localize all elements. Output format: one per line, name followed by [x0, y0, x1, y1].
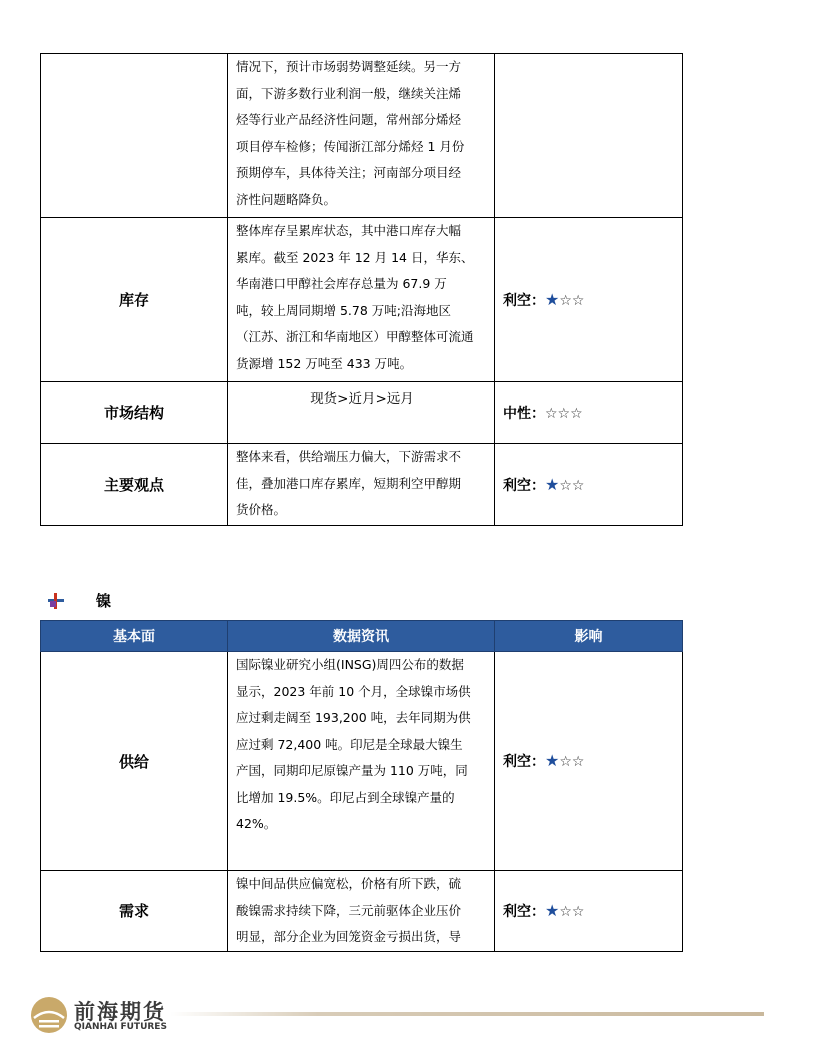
- row-label-supply: 供给: [41, 652, 228, 871]
- table-row: [41, 218, 683, 382]
- row-label: [41, 54, 228, 218]
- row-text: 镍中间品供应偏宽松，价格有所下跌，硫 酸镍需求持续下降，三元前驱体企业压价 明显，部分企业为回笼资金亏损出货，导: [228, 871, 495, 952]
- impact-cell: [495, 382, 683, 444]
- impact-cell: [495, 871, 683, 952]
- row-label-inventory: 库存: [41, 218, 228, 382]
- impact-label: 利空：: [503, 477, 545, 494]
- table-row: [41, 382, 683, 444]
- table-row: [41, 444, 683, 526]
- star-filled-icon: ★: [545, 900, 560, 920]
- impact-cell: [495, 218, 683, 382]
- row-label-demand: 需求: [41, 871, 228, 952]
- table-header-row: [41, 621, 683, 652]
- star-filled-icon: ★: [545, 474, 560, 494]
- section-heading-nickel: [46, 590, 111, 611]
- star-empty-icon: ☆☆: [559, 477, 585, 494]
- logo-text-cn: 前海期货: [74, 999, 166, 1024]
- row-text: 现货>近月>远月: [228, 382, 495, 444]
- impact-cell: [495, 652, 683, 871]
- row-text: 国际镍业研究小组(INSG)周四公布的数据 显示，2023 年前 10 个月，全球镍市场供 应过剩走阔至 193,200 吨，去年同期为供 应过剩 72,400 吨。印尼是全球最大镍生 产国，同期印尼原镍产量为 110 万吨，同 比增加 19.5%。印尼占到全球镍产量的 42%。: [228, 652, 495, 871]
- company-logo-icon: [30, 996, 68, 1034]
- header-impact: 影响: [495, 621, 683, 652]
- page-footer: [30, 994, 770, 1038]
- star-filled-icon: ★: [545, 751, 560, 770]
- impact-label: 利空：: [503, 903, 545, 920]
- table-row: [41, 652, 683, 871]
- logo-text-en: QIANHAI FUTURES: [74, 1022, 167, 1032]
- header-fundamentals: 基本面: [41, 621, 228, 652]
- nickel-table: [40, 620, 683, 952]
- bullet-diamond-icon: [46, 592, 66, 610]
- star-empty-icon: ☆☆: [559, 903, 585, 920]
- table-row: [41, 54, 683, 218]
- impact-label: 中性：: [503, 405, 545, 422]
- impact-label: 利空：: [503, 754, 545, 770]
- row-text: 整体来看，供给端压力偏大，下游需求不 佳，叠加港口库存累库，短期利空甲醇期 货价格。: [228, 444, 495, 526]
- section-title: 镍: [96, 592, 112, 610]
- row-text: 情况下，预计市场弱势调整延续。另一方 面，下游多数行业利润一般，继续关注烯 烃等行业产品经济性问题，常州部分烯烃 项目停车检修；传闻浙江部分烯烃 1 月份 预期停车，具体待关注；河南部分项目经 济性问题略降负。: [228, 54, 495, 218]
- star-empty-icon: ☆☆: [559, 754, 585, 770]
- row-text: 整体库存呈累库状态，其中港口库存大幅 累库。截至 2023 年 12 月 14 日，华东、 华南港口甲醇社会库存总量为 67.9 万 吨，较上周同期增 5.78 万吨;沿海地区 （江苏、浙江和华南地区）甲醇整体可流通 货源增 152 万吨至 433 万吨。: [228, 218, 495, 382]
- star-filled-icon: ★: [545, 289, 560, 309]
- footer-rule: [170, 1012, 764, 1016]
- row-label-main-view: 主要观点: [41, 444, 228, 526]
- star-empty-icon: ☆☆☆: [545, 405, 583, 422]
- impact-cell: [495, 54, 683, 218]
- row-label-market-structure: 市场结构: [41, 382, 228, 444]
- table-row: [41, 871, 683, 952]
- methanol-table: [40, 53, 683, 526]
- impact-cell: [495, 444, 683, 526]
- star-empty-icon: ☆☆: [559, 292, 585, 309]
- header-data-info: 数据资讯: [228, 621, 495, 652]
- impact-label: 利空：: [503, 292, 545, 309]
